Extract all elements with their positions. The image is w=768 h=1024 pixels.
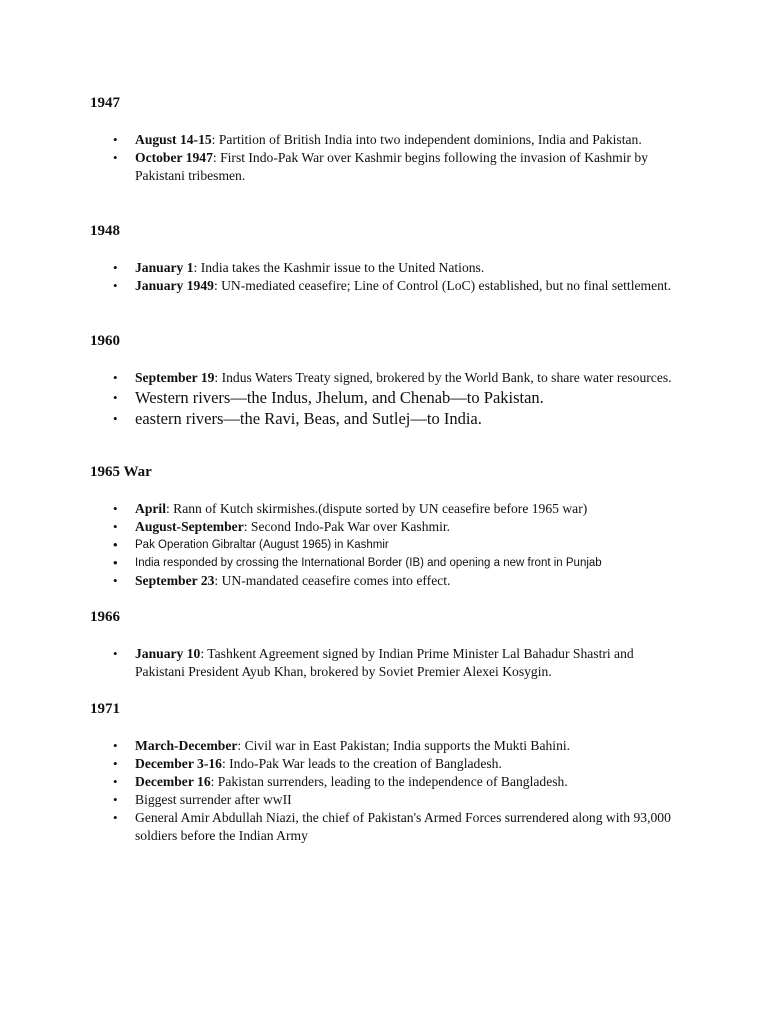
item-text: General Amir Abdullah Niazi, the chief of Pakistan's Armed Forces surrendered along with 93,000 soldiers before the Indian Army [135,810,671,843]
section-1960 [90,332,690,428]
item-date: December 3-16 [135,756,222,771]
list-item [90,536,680,554]
item-date: August 14-15 [135,132,212,147]
item-text: : Partition of British India into two independent dominions, India and Pakistan. [211,132,642,147]
bullet-icon: • [113,150,118,165]
list-item [90,149,680,185]
list-item [90,572,680,590]
bullet-icon: • [113,370,118,385]
list-item [90,809,680,845]
list-item [90,554,680,572]
bullet-list [90,369,680,429]
item-date: October 1947 [135,150,213,165]
section-1948 [90,222,690,293]
bullet-icon: • [113,519,118,534]
item-date: April [135,501,166,516]
bullet-icon: • [113,756,118,771]
item-date: September 19 [135,370,215,385]
bullet-list [90,131,680,185]
item-text: Western rivers—the Indus, Jhelum, and Chenab—to Pakistan. [135,388,544,407]
bullet-icon: • [113,774,118,789]
bullet-icon: • [113,132,118,147]
section-1966 [90,608,690,679]
bullet-list [90,259,680,295]
item-date: September 23 [135,573,215,588]
item-text: India responded by crossing the International Border (IB) and opening a new front in Punjab [135,557,602,569]
list-item [90,259,680,277]
bullet-icon: • [113,501,118,516]
bullet-icon: • [113,537,118,552]
list-item [90,408,680,429]
item-text: : India takes the Kashmir issue to the United Nations. [193,260,485,275]
section-1965-war [90,463,690,588]
bullet-icon: • [113,810,118,825]
bullet-icon: • [113,260,118,275]
list-item [90,277,680,295]
section-heading: 1965 War [90,464,152,480]
item-text: : Pakistan surrenders, leading to the independence of Bangladesh. [210,774,568,789]
item-text: eastern rivers—the Ravi, Beas, and Sutlej—to India. [135,409,482,428]
item-text: Pak Operation Gibraltar (August 1965) in Kashmir [135,539,389,551]
list-item [90,755,680,773]
item-text: : Civil war in East Pakistan; India supports the Mukti Bahini. [237,738,571,753]
list-item [90,369,680,387]
item-text: : Indo-Pak War leads to the creation of Bangladesh. [221,756,502,771]
item-text: : First Indo-Pak War over Kashmir begins following the invasion of Kashmir by Pakistani tribesmen. [135,150,649,183]
bullet-list [90,737,680,845]
list-item [90,500,680,518]
item-date: January 10 [135,646,201,661]
bullet-list [90,645,680,681]
item-text: : Indus Waters Treaty signed, brokered by the World Bank, to share water resources. [214,370,672,385]
list-item [90,791,680,809]
section-1947 [90,94,690,183]
bullet-icon: • [113,573,118,588]
bullet-icon: • [113,278,118,293]
section-heading: 1971 [90,701,120,717]
item-text: : Second Indo-Pak War over Kashmir. [243,519,451,534]
section-heading: 1960 [90,333,120,349]
item-text: : Tashkent Agreement signed by Indian Prime Minister Lal Bahadur Shastri and Pakistani President Ayub Khan, brokered by Soviet Premier Alexei Kosygin. [135,646,634,679]
bullet-icon: • [113,646,118,661]
list-item [90,737,680,755]
item-date: August-September [135,519,244,534]
list-item [90,773,680,791]
item-date: January 1949 [135,278,214,293]
bullet-icon: • [113,738,118,753]
list-item [90,645,680,681]
item-date: January 1 [135,260,194,275]
bullet-list [90,500,680,590]
section-heading: 1947 [90,95,120,111]
item-text: : UN-mediated ceasefire; Line of Control (LoC) established, but no final settlement. [213,278,672,293]
bullet-icon: • [113,411,118,426]
item-date: December 16 [135,774,211,789]
section-heading: 1948 [90,223,120,239]
bullet-icon: • [113,792,118,807]
list-item [90,131,680,149]
item-text: : UN-mandated ceasefire comes into effect. [214,573,451,588]
item-text: : Rann of Kutch skirmishes.(dispute sorted by UN ceasefire before 1965 war) [165,501,588,516]
list-item [90,518,680,536]
bullet-icon: • [113,390,118,405]
bullet-icon: • [113,555,118,570]
section-heading: 1966 [90,609,120,625]
section-1971 [90,700,690,843]
item-date: March-December [135,738,238,753]
list-item [90,387,680,408]
item-text: Biggest surrender after wwII [135,792,292,807]
